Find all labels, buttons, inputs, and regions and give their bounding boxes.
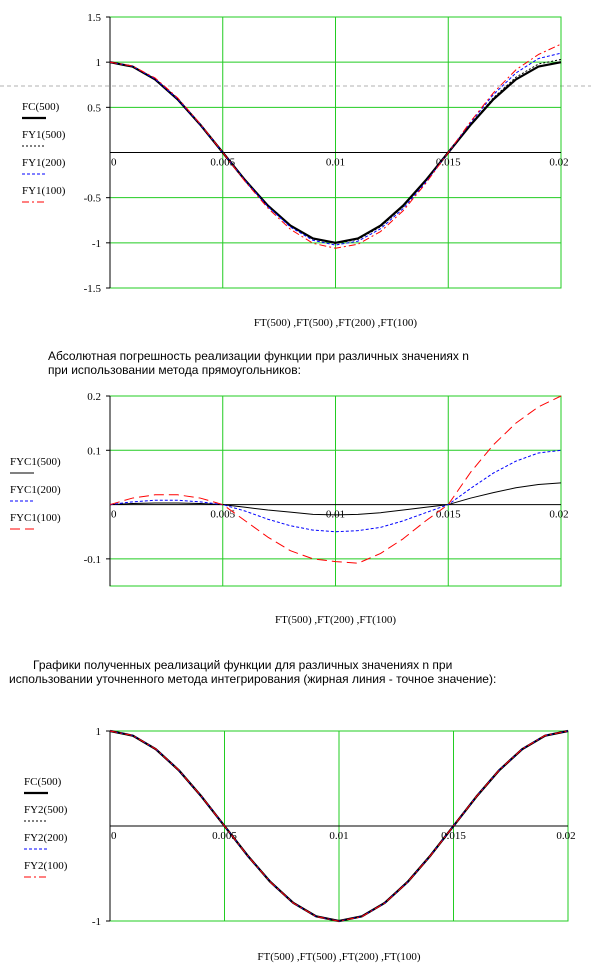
y-tick-label: 0.2 [87,391,101,403]
legend-label: FY2(200) [24,832,68,844]
y-tick-label: 0.1 [87,445,101,458]
y-tick-label: -0.1 [83,553,101,566]
chart-1 [22,12,569,329]
y-tick-label: -1.5 [83,283,101,295]
paragraph-2-line-2: использовании уточненного метода интегрирования (жирная линия - точное значение): [9,672,497,686]
legend-label: FY2(500) [24,804,68,816]
chart-3 [24,726,576,963]
x-tick-label: 0 [111,508,117,521]
legend-label: FYC1(200) [10,484,61,496]
x-tick-label: 0.015 [441,830,466,842]
legend-label: FY1(200) [22,157,66,169]
legend-label: FC(500) [24,776,62,788]
legend-label: FY2(100) [24,860,68,872]
y-tick-label: -1 [91,237,101,250]
legend-label: FYC1(100) [10,512,61,524]
x-axis-label: FT(500) ,FT(500) ,FT(200) ,FT(100) [253,317,418,329]
x-tick-label: 0 [111,156,117,169]
x-tick-label: 0.005 [212,830,237,842]
y-tick-label: -0.5 [83,192,101,205]
paragraph-1-line-1: Абсолютная погрешность реализации функции при различных значениях n [48,349,469,363]
x-tick-label: 0.01 [329,830,349,842]
chart-2 [10,391,569,626]
x-tick-label: 0.02 [549,508,569,521]
x-tick-label: 0.005 [210,156,236,169]
x-tick-label: 0.015 [435,508,461,521]
legend-label: FY1(500) [22,129,66,141]
y-tick-label: 1 [95,57,101,70]
x-tick-label: 0.015 [435,156,461,169]
x-tick-label: 0.01 [325,156,346,169]
paragraph-1-line-2: при использовании метода прямоугольников: [48,363,301,377]
x-axis-label: FT(500) ,FT(200) ,FT(100) [275,614,396,626]
y-tick-label: -1 [91,916,101,928]
y-tick-label: 1.5 [87,12,101,24]
legend-label: FY1(100) [22,185,66,197]
legend-label: FC(500) [22,101,60,113]
y-tick-label: 1 [95,726,101,738]
x-tick-label: 0 [111,830,117,842]
x-tick-label: 0.02 [556,830,576,842]
x-tick-label: 0.005 [210,508,236,521]
legend-label: FYC1(500) [10,456,61,468]
x-tick-label: 0.02 [549,156,569,169]
x-axis-label: FT(500) ,FT(500) ,FT(200) ,FT(100) [257,951,421,963]
y-tick-label: 0.5 [87,102,101,115]
paragraph-2-line-1: Графики полученных реализаций функции для различных значениях n при [33,658,453,672]
x-tick-label: 0.01 [325,508,346,521]
